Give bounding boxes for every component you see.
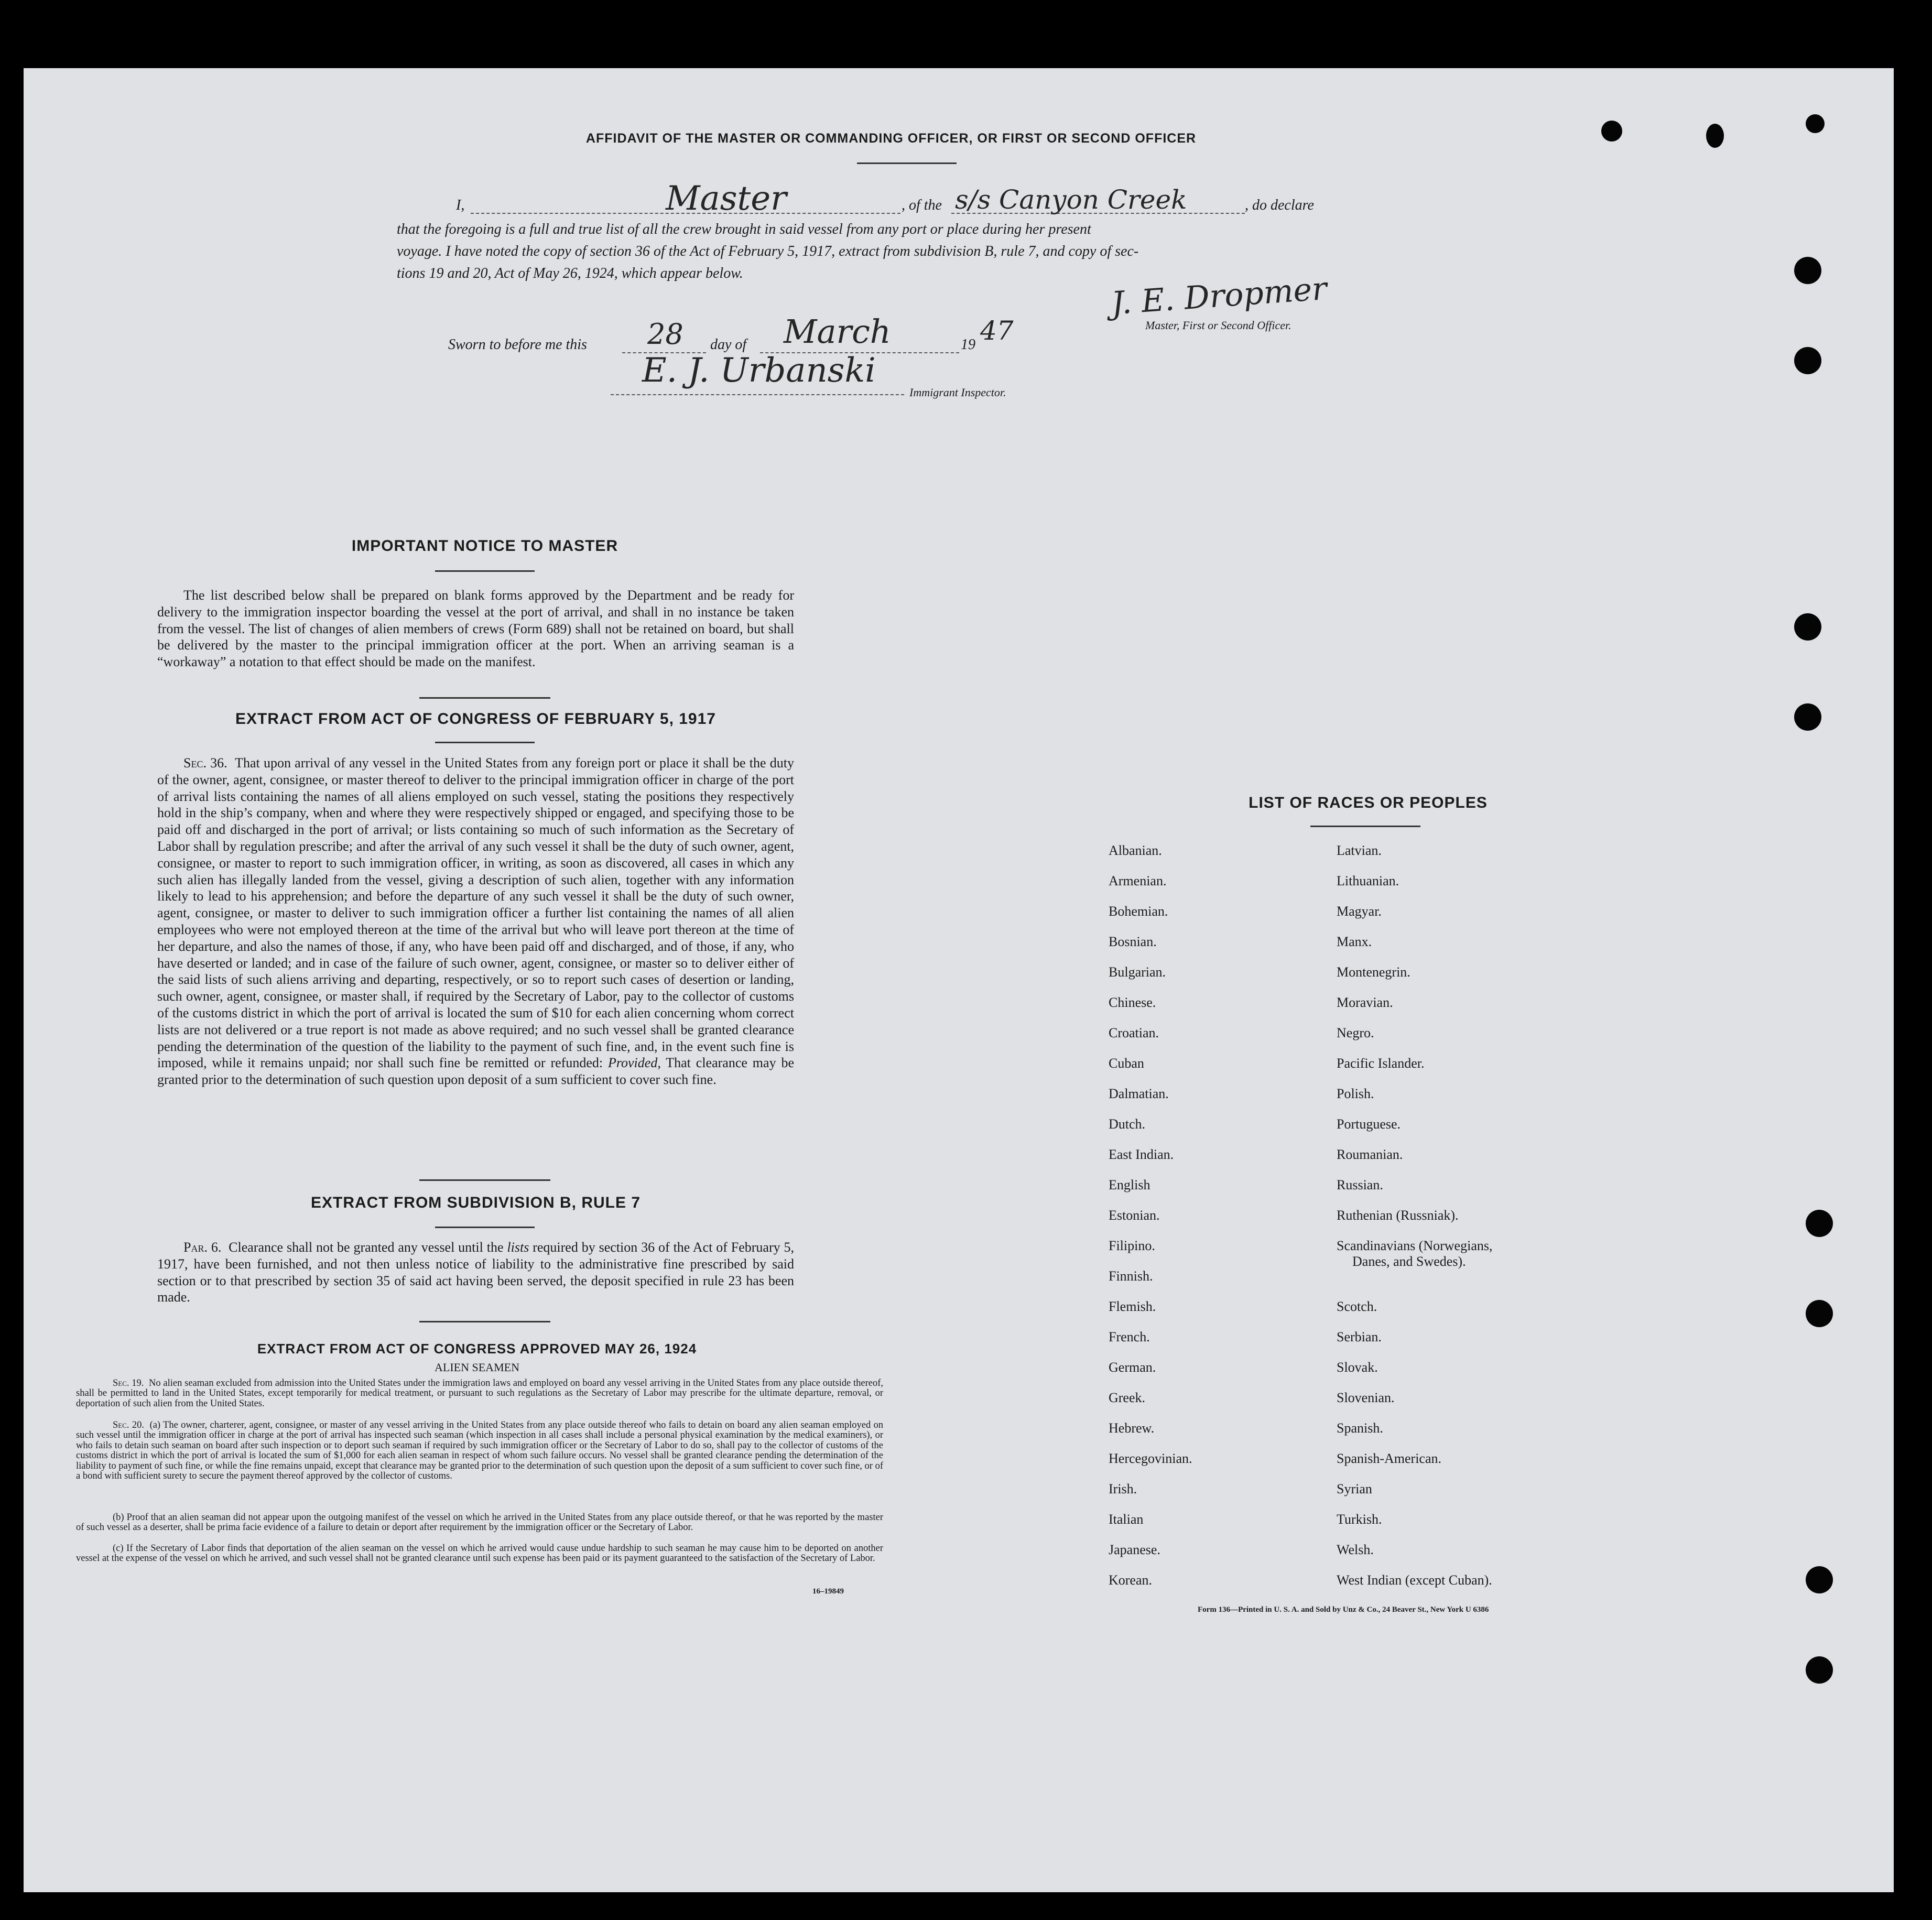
section-36-label: Sec. 36. — [183, 755, 227, 771]
declaration-line-3: voyage. I have noted the copy of section 36 of the Act of February 5, 1917, extract from subdivision B, rule 7, and copy of sec- — [397, 243, 1139, 259]
race-right: Russian. — [1337, 1177, 1383, 1192]
race-left: Albanian. — [1109, 843, 1162, 858]
race-right: Latvian. — [1337, 843, 1382, 858]
print-code: 16–19849 — [812, 1587, 844, 1596]
race-right: Portuguese. — [1337, 1116, 1401, 1132]
race-left: Hercegovinian. — [1109, 1451, 1192, 1466]
race-right: Moravian. — [1337, 995, 1393, 1010]
alien-seamen-subtitle: ALIEN SEAMEN — [435, 1361, 519, 1374]
printer-footer: Form 136—Printed in U. S. A. and Sold by Unz & Co., 24 Beaver St., New York U 6386 — [1198, 1606, 1489, 1614]
year-prefix: 19 — [961, 337, 975, 353]
race-left: Hebrew. — [1109, 1420, 1155, 1436]
rule7-divider — [435, 1227, 535, 1228]
race-right: Negro. — [1337, 1025, 1374, 1040]
sec-19-label: Sec. 19. — [113, 1378, 144, 1389]
race-right: Serbian. — [1337, 1329, 1382, 1344]
lists-word: lists — [507, 1240, 529, 1255]
races-title: LIST OF RACES OR PEOPLES — [1249, 794, 1488, 811]
race-left: Korean. — [1109, 1572, 1153, 1588]
master-name: Master — [666, 179, 787, 218]
sec-20b-text: (b) Proof that an alien seaman did not appear upon the outgoing manifest of the vessel on which he arrived in the United States from any place outside thereof, or that he was reported by the master of such vessel as a deserter, shall be prima facie evidence of a failure to detain or deport after requirement by the immigration officer or the Secretary of Labor. — [76, 1512, 883, 1533]
punch-hole — [1706, 124, 1724, 148]
punch-hole — [1806, 1210, 1833, 1237]
race-left: Filipino. — [1109, 1238, 1155, 1253]
punch-hole — [1806, 1656, 1833, 1684]
section-36-end: That clearance may be granted prior to the determination of such question upon deposit of a sum sufficient to cover such fine. — [157, 1055, 794, 1088]
punch-hole — [1794, 347, 1821, 374]
punch-hole — [1806, 1566, 1833, 1593]
race-right: Magyar. — [1337, 904, 1382, 919]
race-right: Lithuanian. — [1337, 873, 1399, 888]
notice-divider — [435, 570, 535, 572]
race-left: Cuban — [1109, 1056, 1144, 1071]
notice-end-divider — [419, 697, 550, 699]
rule7-end-divider — [419, 1321, 550, 1322]
race-left: Armenian. — [1109, 873, 1167, 888]
sec-20a-body: (a) The owner, charterer, agent, consignee, or master of any vessel arriving in the United States from any place outside thereof who fails to detain on board any alien seaman employed on such vessel until the immigration officer in charge at the port of arrival has inspected such seaman (which inspection in all cases shall include a personal physical examination by the medical examiners), or who fails to detain such seaman on board after such inspection or to deport such seaman if required by such immigration officer or the Secretary of Labor to do so, shall pay to the collector of customs of the customs district in which the port of arrival is located the sum of $1,000 for each alien seaman in respect of whom such failure occurs. No vessel shall be granted clearance pending the determination of the liability to payment of such fine, or while the fine remains unpaid, except that clearance may be granted prior to the determination of such question upon the deposit of a sum sufficient to cover such fine, or of a bond with sufficient surety to secure the payment thereof approved by the collector of customs. — [76, 1420, 883, 1482]
punch-hole — [1794, 613, 1821, 641]
sworn-label: Sworn to before me this — [448, 337, 587, 353]
inspector-caption: Immigrant Inspector. — [909, 386, 1006, 399]
affidavit-title: AFFIDAVIT OF THE MASTER OR COMMANDING OFFICER, OR FIRST OR SECOND OFFICER — [585, 131, 1197, 146]
race-right: Polish. — [1337, 1086, 1374, 1101]
race-left: Dalmatian. — [1109, 1086, 1169, 1101]
race-left: Chinese. — [1109, 995, 1156, 1010]
punch-hole — [1601, 121, 1622, 142]
sec-20-label: Sec. 20. — [113, 1420, 144, 1430]
day-of-label: day of — [710, 337, 747, 353]
extract-1917-text — [157, 755, 794, 1088]
race-right: Roumanian. — [1337, 1147, 1403, 1162]
extract-1917-end-divider — [419, 1179, 550, 1181]
race-right: Scotch. — [1337, 1299, 1377, 1314]
punch-hole — [1794, 703, 1821, 731]
rule7-text-b: required by section 36 of the Act of February 5, 1917, have been furnished, and not then unless notice of liability to the administrative fine prescribed by said section or to that prescribed by section 35 of said act having been served, the deposit specified in rule 23 has been made. — [157, 1240, 795, 1305]
race-left: East Indian. — [1109, 1147, 1174, 1162]
notice-text: The list described below shall be prepared on blank forms approved by the Department and be ready for delivery to the immigration inspector boarding the vessel at the port of arrival, and shall in no instance be taken from the vessel. The list of changes of alien members of crews (Form 689) shall not be retained on board, but shall be delivered by the master to the principal immigration officer at the port. When an arriving seaman is a “workaway” a notation to that effect should be made on the manifest. — [157, 588, 794, 670]
punch-hole — [1806, 114, 1825, 133]
race-left: French. — [1109, 1329, 1150, 1344]
master-signature-caption: Master, First or Second Officer. — [1145, 319, 1291, 332]
races-divider — [1310, 826, 1420, 827]
inspector-signature: E. J. Urbanski — [642, 351, 876, 390]
race-left: Dutch. — [1109, 1116, 1146, 1132]
race-right: Spanish. — [1337, 1420, 1383, 1436]
notice-title: IMPORTANT NOTICE TO MASTER — [351, 537, 618, 555]
race-right: Manx. — [1337, 934, 1372, 949]
race-right: Scandinavians (Norwegians, — [1337, 1238, 1493, 1253]
race-left: Croatian. — [1109, 1025, 1159, 1040]
declare-label: , do declare — [1245, 197, 1314, 213]
title-divider — [857, 162, 957, 164]
par-6-label: Par. 6. — [183, 1240, 222, 1255]
provided-label: Provided, — [607, 1055, 661, 1071]
race-left: English — [1109, 1177, 1150, 1192]
i-label: I, — [456, 197, 465, 213]
sec-20c-text: (c) If the Secretary of Labor finds that deportation of the alien seaman on the vessel on which he arrived would cause undue hardship to such seaman he may cause him to be deported on another vessel at the expense of the vessel on which he arrived, and such vessel shall not be granted clearance until such expense has been paid or its payment guaranteed to the satisfaction of the Secretary of Labor. — [76, 1543, 883, 1564]
race-left: German. — [1109, 1360, 1156, 1375]
race-right: Spanish-American. — [1337, 1451, 1442, 1466]
race-right: Welsh. — [1337, 1542, 1374, 1557]
race-right: Ruthenian (Russniak). — [1337, 1208, 1459, 1223]
extract-1917-divider — [435, 742, 535, 743]
punch-hole — [1806, 1300, 1833, 1327]
race-left: Japanese. — [1109, 1542, 1160, 1557]
section-36-body: That upon arrival of any vessel in the United States from any foreign port or place it shall be the duty of the owner, agent, consignee, or master thereof to deliver to the principal immigration officer in charge of the port of arrival lists containing the names of all aliens employed on such vessel, stating the positions they respectively hold in the ship’s company, when and where they were respectively shipped or engaged, and specifying those to be paid off and discharged in the port of arrival; or lists containing so much of such information as the Secretary of Labor shall by regulation prescribe; and after the arrival of any such vessel it shall be the duty of such owner, agent, consignee, or master to report to such immigration officer, in writing, as soon as discovered, all cases in which any such alien has illegally landed from the vessel, giving a description of such alien, together with any information likely to lead to his apprehension; and before the departure of any such vessel it shall be the duty of such owner, agent, consignee, or master to deliver to such immigration officer a further list containing the names of all alien employees who were not employed thereon at the time of the arrival but who will leave port thereon at the time of her departure, and also the names of those, if any, who have been paid off and discharged, and of those, if any, who have deserted or landed; and in case of the failure of such owner, agent, consignee, or master so to deliver either of the said lists of such aliens arriving and departing, respectively, or so to report such cases of desertion or landing, such owner, agent, consignee, or master shall, if required by the Secretary of Labor, pay to the collector of customs of the customs district in which the port of arrival is located the sum of $10 for each alien concerning whom correct lists are not delivered or a true report is not made as above required; and no such vessel shall be granted clearance pending the determination of the question of the liability to the payment of such fine, and, in the event such fine is imposed, while it remains unpaid; nor shall such fine be remitted or refunded: — [157, 755, 794, 1071]
race-right: Syrian — [1337, 1481, 1372, 1496]
sworn-day: 28 — [647, 318, 683, 351]
rule7-text-a: Clearance shall not be granted any vessel until the — [229, 1240, 504, 1255]
race-left: Flemish. — [1109, 1299, 1156, 1314]
race-right: Danes, and Swedes). — [1352, 1254, 1466, 1269]
race-left: Bohemian. — [1109, 904, 1168, 919]
rule7-title: EXTRACT FROM SUBDIVISION B, RULE 7 — [310, 1194, 641, 1211]
declaration-line-4: tions 19 and 20, Act of May 26, 1924, which appear below. — [397, 265, 743, 281]
race-right: West Indian (except Cuban). — [1337, 1572, 1492, 1588]
race-right: Slovenian. — [1337, 1390, 1395, 1405]
sec-19-text — [76, 1379, 883, 1409]
race-right: Montenegrin. — [1337, 964, 1410, 980]
sec-19-body: No alien seaman excluded from admission into the United States under the immigration laws and employed on board any vessel arriving in the United States from any place outside thereof, shall be permitted to land in the United States, except temporarily for medical treatment, or pursuant to such regulations as the Secretary of Labor may prescribe for the ultimate departure, removal, or deportation of such alien from the United States. — [76, 1378, 884, 1409]
race-left: Estonian. — [1109, 1208, 1160, 1223]
race-right: Slovak. — [1337, 1360, 1378, 1375]
sec-20a-text — [76, 1420, 883, 1481]
declare-line — [456, 179, 1452, 221]
punch-hole — [1794, 257, 1821, 284]
race-left: Italian — [1109, 1512, 1144, 1527]
vessel-name: s/s Canyon Creek — [955, 185, 1187, 215]
rule7-text — [157, 1239, 794, 1306]
form-sheet — [24, 68, 1894, 1892]
extract-1917-title: EXTRACT FROM ACT OF CONGRESS OF FEBRUARY 5, 1917 — [235, 710, 716, 728]
extract-1924-title: EXTRACT FROM ACT OF CONGRESS APPROVED MAY 26, 1924 — [257, 1341, 697, 1357]
race-left: Irish. — [1109, 1481, 1137, 1496]
race-left: Finnish. — [1109, 1268, 1153, 1284]
race-left: Bosnian. — [1109, 934, 1157, 949]
inspector-dotted-line — [611, 394, 904, 395]
master-signature: J. E. Dropmer — [1110, 270, 1328, 322]
of-the-label: , of the — [902, 197, 942, 213]
year-suffix: 47 — [980, 316, 1014, 346]
race-right: Pacific Islander. — [1337, 1056, 1425, 1071]
race-left: Greek. — [1109, 1390, 1146, 1405]
race-right: Turkish. — [1337, 1512, 1382, 1527]
race-left: Bulgarian. — [1109, 964, 1166, 980]
declaration-line-2: that the foregoing is a full and true list of all the crew brought in said vessel from any port or place during her present — [397, 221, 1091, 237]
sworn-month: March — [784, 312, 891, 351]
